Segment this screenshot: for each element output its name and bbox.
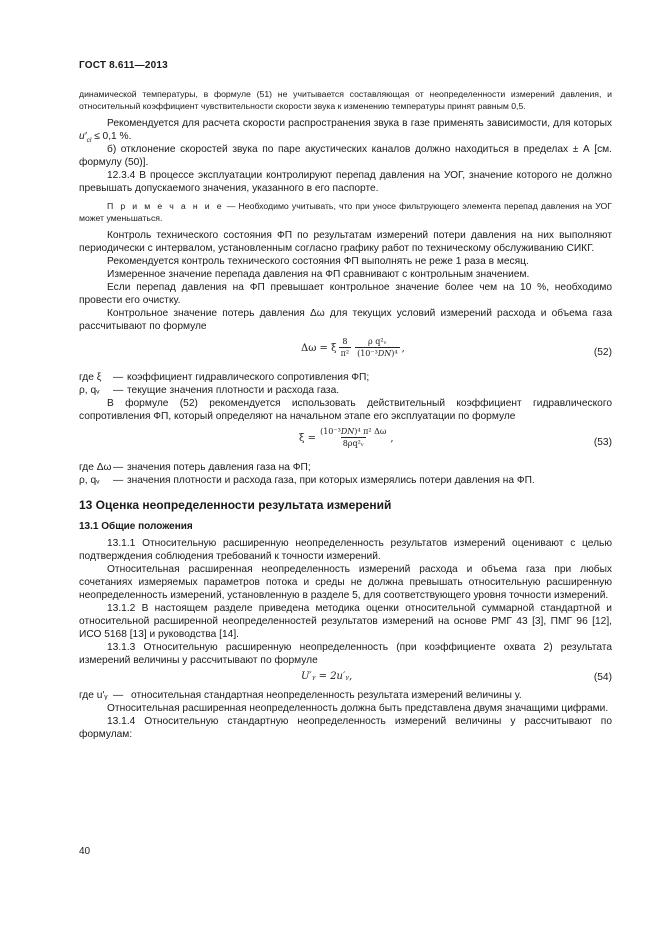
paragraph: б) отклонение скоростей звука по паре акустических каналов должно находиться в пределах ± А [см. формулу (50)]. [79,144,612,168]
paragraph: Относительная расширенная неопределенность должна быть представлена двумя значащими цифрами. [107,703,609,714]
note: П р и м е ч а н и е — Необходимо учитывать, что при уносе фильтрующего элемента перепад давления на УОГ может уменьшаться. [79,201,612,223]
paragraph: Контроль технического состояния ФП по результатам измерений потери давления на них выполняют периодически с интервалом, установленным согласно графику работ по техническому обслуживанию СИКГ. [79,230,612,254]
document-header: ГОСТ 8.611—2013 [79,60,168,71]
where-row: где Δω — значения потерь давления газа на ФП; [79,462,311,473]
where-row: ρ, qᵥ — значения плотности и расхода газа, при которых измерялись потери давления на ФП. [79,475,535,486]
equation-number: (54) [593,672,612,683]
paragraph: Относительная расширенная неопределенность измерений расхода и объема газа при любых сочетаниях измеряемых параметров потока и среды не должна превышать относительную расширенную неопределенность измерений, установленную в разделе 5, для соответствующего уровня точности измерений. [79,564,612,601]
section-heading: 13 Оценка неопределенности результата измерений [79,498,392,512]
document-body [79,88,612,741]
paragraph: Измеренное значение перепада давления на ФП сравнивают с контрольным значением. [107,269,530,280]
paragraph: Рекомендуется контроль технического состояния ФП выполнять не реже 1 раза в месяц. [107,256,529,267]
paragraph: 13.1.2 В настоящем разделе приведена методика оценки относительной суммарной стандартной и относительной расширенной неопределенностей результатов измерений на основе РМГ 43 [3], ПМГ 96 [12], ИСО 5168 [13] и руководства [14]. [79,603,612,640]
equation-53: ξ = $\frac{\text{(10⁻³DN)⁴ π² Δω}}{\text{8ρq²ᵥ}}$ , (53) [299,427,612,448]
paragraph: 13.1.4 Относительную стандартную неопределенность измерений величины у рассчитывают по формулам: [79,716,612,740]
equation-number: (52) [593,347,612,358]
paragraph: В формуле (52) рекомендуется использовать действительный коэффициент гидравлического сопротивления ФП, который определяют на начальном этапе его эксплуатации по формуле [79,398,612,422]
paragraph: 13.1.1 Относительную расширенную неопределенность результатов измерений оценивают с целью подтверждения соблюдения требований к точности измерений. [79,538,612,562]
where-row: ρ, qᵥ — текущие значения плотности и расхода газа. [79,385,340,396]
where-row: где ξ — коэффициент гидравлического сопротивления ФП; [79,372,370,383]
where-list [79,461,612,487]
paragraph: Если перепад давления на ФП превышает контрольное значение более чем на 10 %, необходимо провести его очистку. [79,282,612,306]
where-row: где u′ᵧ — относительная стандартная неопределенность результата измерений величины у. [79,690,522,701]
equation-number: (53) [593,437,612,448]
paragraph: 13.1.3 Относительную расширенную неопределенность (при коэффициенте охвата 2) результата измерений величины у рассчитывают по формуле [79,642,612,666]
equation-52: Δω = ξ $\frac{8}{\text{π²}}$ $\frac{\text{ρ q²ᵥ}}{\text{(10⁻³DN)⁴}}$ , (52) [301,337,612,358]
paragraph: 12.3.4 В процессе эксплуатации контролируют перепад давления на УОГ, значение которого не должно превышать допускаемого значения, указанного в его паспорте. [79,170,612,194]
page-number: 40 [79,846,91,857]
subsection-heading: 13.1 Общие положения [79,521,193,532]
where-list [79,371,612,397]
paragraph: Контрольное значение потерь давления Δω для текущих условий измерений расхода и объема газа рассчитывают по формуле [79,308,612,332]
paragraph: Рекомендуется для расчета скорости распространения звука в газе применять зависимости, для которых $u'_{cl} \le 0,1$ %. [79,118,612,145]
intro-note: динамической температуры, в формуле (51) не учитывается составляющая от неопределенности измерений давления, и относительный коэффициент чувствительности скорости звука к изменению температуры принят равным 0,5. [79,89,612,111]
equation-54: U′ᵧ = 2u′ᵧ, (54) [301,671,612,683]
